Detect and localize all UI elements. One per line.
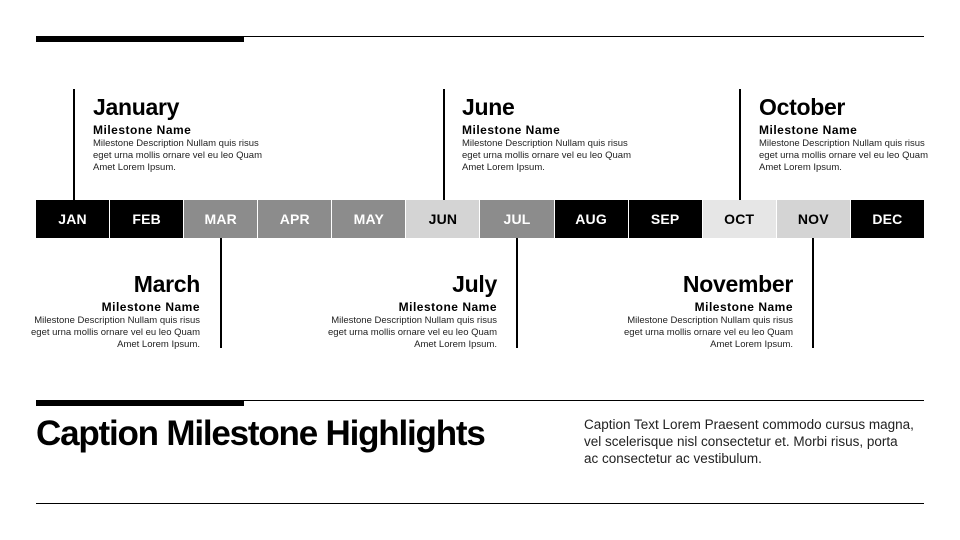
milestone-june bbox=[462, 94, 632, 174]
month-cell-aug: AUG bbox=[555, 200, 629, 238]
month-cell-nov: NOV bbox=[777, 200, 851, 238]
month-cell-apr: APR bbox=[258, 200, 332, 238]
connector-march bbox=[220, 238, 222, 348]
connector-january bbox=[73, 89, 75, 200]
milestone-november bbox=[623, 271, 793, 351]
connector-june bbox=[443, 89, 445, 200]
milestone-month: November bbox=[682, 271, 793, 297]
caption-text: Caption Text Lorem Praesent commodo cursus magna, vel scelerisque nisl consectetur et. Morbi risus, porta ac consectetur ac vestibulum. bbox=[584, 417, 914, 466]
connector-october bbox=[739, 89, 741, 200]
milestone-name: Milestone Name bbox=[101, 300, 200, 314]
milestone-month: July bbox=[452, 271, 497, 297]
month-cell-jan: JAN bbox=[36, 200, 110, 238]
milestone-month: June bbox=[462, 94, 515, 120]
milestone-month: March bbox=[133, 271, 200, 297]
milestone-description: Milestone Description Nullam quis risus eget urna mollis ornare vel eu leo Quam Amet Lorem Ipsum. bbox=[31, 315, 200, 350]
milestone-month: January bbox=[93, 94, 180, 120]
milestone-name: Milestone Name bbox=[462, 123, 561, 137]
milestone-description: Milestone Description Nullam quis risus eget urna mollis ornare vel eu leo Quam Amet Lorem Ipsum. bbox=[759, 138, 928, 173]
month-cell-jun: JUN bbox=[406, 200, 480, 238]
milestone-description: Milestone Description Nullam quis risus eget urna mollis ornare vel eu leo Quam Amet Lorem Ipsum. bbox=[624, 315, 793, 350]
milestone-name: Milestone Name bbox=[93, 123, 192, 137]
month-cell-jul: JUL bbox=[480, 200, 554, 238]
bottom-divider-line bbox=[36, 503, 924, 504]
milestone-october bbox=[759, 94, 929, 174]
caption-title: Caption Milestone Highlights bbox=[36, 414, 485, 453]
top-accent-bar bbox=[36, 36, 244, 42]
milestone-description: Milestone Description Nullam quis risus eget urna mollis ornare vel eu leo Quam Amet Lorem Ipsum. bbox=[328, 315, 497, 350]
milestone-month: October bbox=[759, 94, 846, 120]
milestone-description: Milestone Description Nullam quis risus eget urna mollis ornare vel eu leo Quam Amet Lorem Ipsum. bbox=[462, 138, 631, 173]
connector-november bbox=[812, 238, 814, 348]
month-cell-sep: SEP bbox=[629, 200, 703, 238]
month-cell-mar: MAR bbox=[184, 200, 258, 238]
milestone-march bbox=[30, 271, 200, 351]
milestone-name: Milestone Name bbox=[398, 300, 497, 314]
month-cell-may: MAY bbox=[332, 200, 406, 238]
month-timeline-bar bbox=[36, 200, 924, 238]
month-cell-oct: OCT bbox=[703, 200, 777, 238]
milestone-name: Milestone Name bbox=[694, 300, 793, 314]
milestone-january bbox=[93, 94, 263, 174]
milestone-name: Milestone Name bbox=[759, 123, 858, 137]
month-cell-dec: DEC bbox=[851, 200, 924, 238]
caption-accent-bar bbox=[36, 400, 244, 406]
connector-july bbox=[516, 238, 518, 348]
milestone-july bbox=[327, 271, 497, 351]
milestone-description: Milestone Description Nullam quis risus eget urna mollis ornare vel eu leo Quam Amet Lorem Ipsum. bbox=[93, 138, 262, 173]
month-cell-feb: FEB bbox=[110, 200, 184, 238]
